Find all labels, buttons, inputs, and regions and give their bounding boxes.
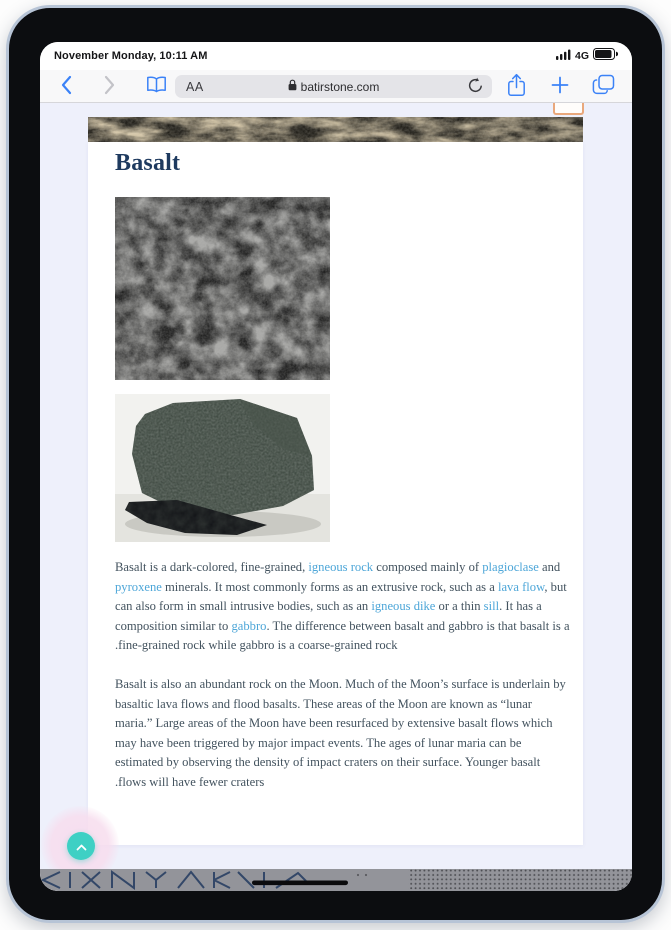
text-run: and [538, 560, 561, 574]
text-run: . It has a composition similar to [115, 599, 542, 633]
share-button[interactable] [507, 73, 526, 100]
page-title: Basalt [115, 150, 181, 176]
chevron-left-icon [60, 75, 72, 98]
chevron-up-icon [76, 839, 87, 854]
link-gabbro[interactable]: gabbro [231, 618, 267, 633]
address-center [288, 78, 380, 96]
address-text: batirstone.com [300, 79, 380, 94]
link-igneous-rock[interactable]: igneous rock [308, 560, 374, 574]
link-pyroxene[interactable]: pyroxene [115, 579, 162, 594]
scroll-top-button[interactable] [67, 832, 95, 860]
paragraph-moon-basalt [115, 675, 571, 793]
reload-button[interactable] [468, 77, 483, 97]
article-card [88, 142, 583, 845]
cellular-signal-icon [556, 47, 571, 65]
text-run: Basalt is a dark-colored, fine-grained, [115, 560, 309, 574]
battery-icon [593, 47, 618, 65]
chevron-right-icon [104, 75, 116, 98]
stacked-squares-icon [592, 74, 615, 98]
status-datetime: November Monday, 10:11 AM [54, 50, 208, 62]
menu-button-partial[interactable] [553, 103, 584, 115]
square-arrow-up-icon [507, 73, 526, 100]
tablet-screen [40, 42, 632, 891]
reader-options-button[interactable]: AA [186, 79, 204, 94]
plus-icon [551, 76, 569, 97]
paragraph-basalt-description [115, 558, 571, 656]
network-type-label: 4G [574, 50, 589, 62]
basalt-texture-image [115, 197, 330, 380]
text-run: Basalt is also an abundant rock on the Moon. Much of the Moon’s surface is underlain by basaltic lava flows and flood basalts. These areas of the Moon are known as “lunar maria.” Large areas of the Moon have been resurfaced by extensive basalt flows which may have been triggered by major impact events. The ages of lunar maria can be estimated by observing the density of impact craters on their surface. Younger basalt flows will have fewer craters. [115, 677, 566, 789]
text-run: , but can also form in small intrusive bodies, such as an [115, 579, 567, 614]
link-plagioclase[interactable]: plagioclase [482, 560, 539, 574]
back-button[interactable] [60, 75, 72, 98]
hero-banner-image [88, 117, 583, 142]
basalt-specimen-image [115, 394, 330, 542]
padlock-icon [288, 78, 297, 96]
status-bar [40, 42, 632, 70]
tablet-device-frame [6, 5, 665, 923]
link-sill[interactable]: sill [483, 599, 500, 614]
status-right-cluster [556, 47, 618, 65]
open-book-icon [146, 76, 167, 96]
web-page [40, 103, 632, 891]
link-lava-flow[interactable]: lava flow [497, 579, 545, 594]
footer-pattern-strip [40, 869, 632, 891]
browser-toolbar [40, 70, 632, 103]
link-igneous-dike[interactable]: igneous dike [371, 599, 436, 614]
text-run: composed mainly of [373, 560, 483, 574]
text-run: or a thin [435, 599, 484, 614]
tab-switcher-button[interactable] [592, 74, 615, 98]
refresh-arrow-icon [468, 77, 483, 97]
forward-button[interactable] [104, 75, 116, 98]
new-tab-button[interactable] [551, 76, 569, 97]
bookmarks-button[interactable] [146, 76, 167, 96]
address-bar[interactable] [175, 75, 492, 98]
text-run: . The difference between basalt and gabbro is that basalt is a fine-grained rock while gabbro is a coarse-grained rock. [115, 618, 570, 653]
text-run: minerals. It most commonly forms as an extrusive rock, such as a [161, 579, 498, 594]
